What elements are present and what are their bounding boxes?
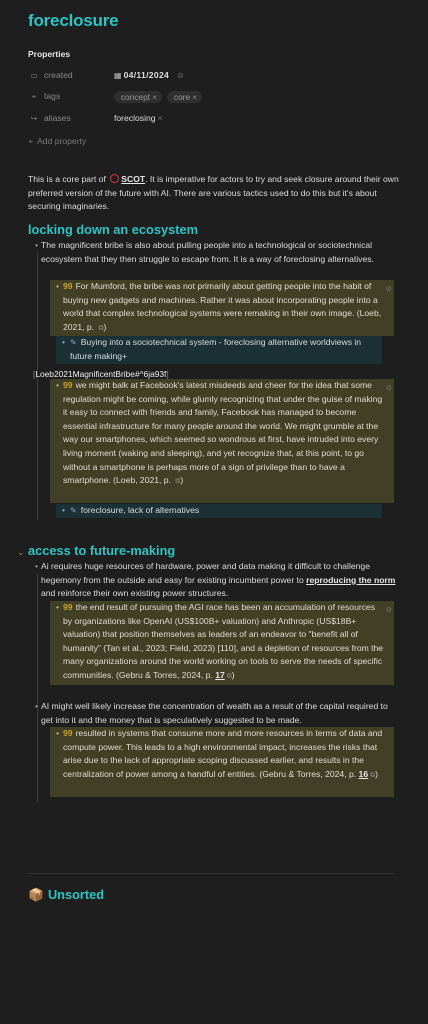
heading-access-future[interactable]: access to future-making: [28, 543, 176, 558]
scot-link[interactable]: SCOT: [121, 174, 146, 184]
note-block[interactable]: • ✎ foreclosure, lack of alternatives: [56, 504, 382, 518]
block-link-icon[interactable]: ⊘: [385, 605, 392, 614]
calendar-small-icon: ▦: [114, 71, 122, 81]
indent-guide: [37, 252, 38, 520]
alias-arrow-icon: ↪: [30, 114, 38, 124]
tag-pill-core[interactable]: core ×: [167, 91, 202, 103]
quote-block[interactable]: • 99 resulted in systems that consume more and more resources in terms of data and compute power. This leads to a high environmental impact, increases the risks that arise due to the lack of appropriate scoping discussed earlier, and results in the centralization of power among a handful of entities. (Gebru & Torres, 2024, p. 16 ⧉): [50, 727, 394, 797]
page-title[interactable]: foreclosure: [28, 11, 119, 30]
property-key-tags: tags: [44, 91, 61, 102]
page-link[interactable]: 17: [215, 669, 225, 680]
indent-guide: [37, 573, 38, 803]
plus-icon: +: [28, 136, 34, 146]
property-aliases[interactable]: [28, 112, 163, 126]
external-link-icon[interactable]: ⧉: [226, 672, 232, 680]
scot-circle-icon: [110, 174, 119, 183]
alias-value[interactable]: foreclosing ×: [114, 113, 163, 124]
block-link-icon[interactable]: ⊘: [385, 284, 392, 293]
properties-heading: Properties: [28, 49, 71, 59]
section-divider: [28, 873, 394, 874]
property-key-aliases: aliases: [44, 113, 71, 124]
calendar-icon: ▭: [30, 71, 38, 81]
reproducing-the-norm-link[interactable]: reproducing the norm: [306, 574, 396, 585]
quote-icon: 99: [63, 281, 73, 291]
intro-paragraph: This is a core part of SCOT. It is imperative for actors to try and seek closure around their own preferred version of the future with AI. There are various tactics used to do this but it's about securing imaginaries.: [28, 174, 399, 212]
quote-icon: 99: [63, 728, 73, 738]
remove-tag-icon[interactable]: ×: [152, 92, 157, 102]
quote-block[interactable]: • 99 we might balk at Facebook's latest misdeeds and cheer for the idea that some regulation might be coming, while glumly recognizing that under the guise of making it easy to connect with friends and family, Facebook has managed to become essential infrastructure for many people around the world. We might grumble at the way our smartphones, which seemed so wondrous at first, have intruded into every living moment (waking and sleeping), and yet recognize that, at this point, to go without a smartphone is perhaps more of a sign of privilege than to have a smartphone. (Loeb, 2021, p. ⧉) ⊘: [50, 379, 394, 503]
collapse-chevron-icon[interactable]: ⌄: [17, 547, 25, 557]
add-property-button[interactable]: + Add property: [28, 136, 87, 146]
page-link[interactable]: 16: [358, 768, 369, 779]
created-date[interactable]: 04/11/2024: [123, 70, 170, 81]
remove-tag-icon[interactable]: ×: [192, 92, 197, 102]
link-icon[interactable]: ⊘: [177, 71, 184, 81]
property-key-created: created: [44, 70, 73, 81]
tag-icon: ⌖: [31, 92, 37, 102]
block-reference[interactable]: [Loeb2021MagnificentBribe#^6ja93f]: [33, 369, 169, 379]
quote-block[interactable]: • 99 the end result of pursuing the AGI race has been an accumulation of resources by organizations like OpenAI (US$100B+ valuation) and Anthropic (US$18B+ valuation) that position themselves as leaders of an endeavor to "benefit all of humanity" (Tan et al., 2023; Field, 2023) [110], and a depletion of resources from the many organizations around the world working on tools to serve the needs of specific communities. (Gebru & Torres, 2024, p. 17 ⧉) ⊘: [50, 601, 394, 685]
remove-alias-icon[interactable]: ×: [157, 113, 163, 124]
tag-pill-concept[interactable]: concept ×: [114, 91, 162, 103]
quote-block[interactable]: • 99 For Mumford, the bribe was not primarily about getting people into the habit of buying new gadgets and machines. Rather it was about incorporating people into a world that complex technological systems were remaking in their own image. (Loeb, 2021, p. ⧉) ⊘: [50, 280, 394, 336]
external-link-icon[interactable]: ⧉: [98, 324, 104, 332]
external-link-icon[interactable]: ⧉: [175, 478, 181, 486]
pencil-icon: ✎: [70, 338, 77, 347]
heading-unsorted[interactable]: 📦 Unsorted: [28, 887, 105, 902]
note-block[interactable]: • ✎ Buying into a sociotechnical system - foreclosing alternative worldviews in future making+: [56, 336, 382, 364]
pencil-icon: ✎: [70, 506, 77, 515]
heading-locking-down[interactable]: locking down an ecosystem: [28, 222, 198, 237]
quote-icon: 99: [63, 602, 73, 612]
package-icon: 📦: [28, 887, 44, 902]
external-link-icon[interactable]: ⧉: [370, 771, 376, 779]
block-link-icon[interactable]: ⊘: [385, 383, 392, 392]
quote-icon: 99: [63, 380, 73, 390]
property-tags[interactable]: [28, 90, 207, 104]
property-created[interactable]: [28, 69, 184, 83]
